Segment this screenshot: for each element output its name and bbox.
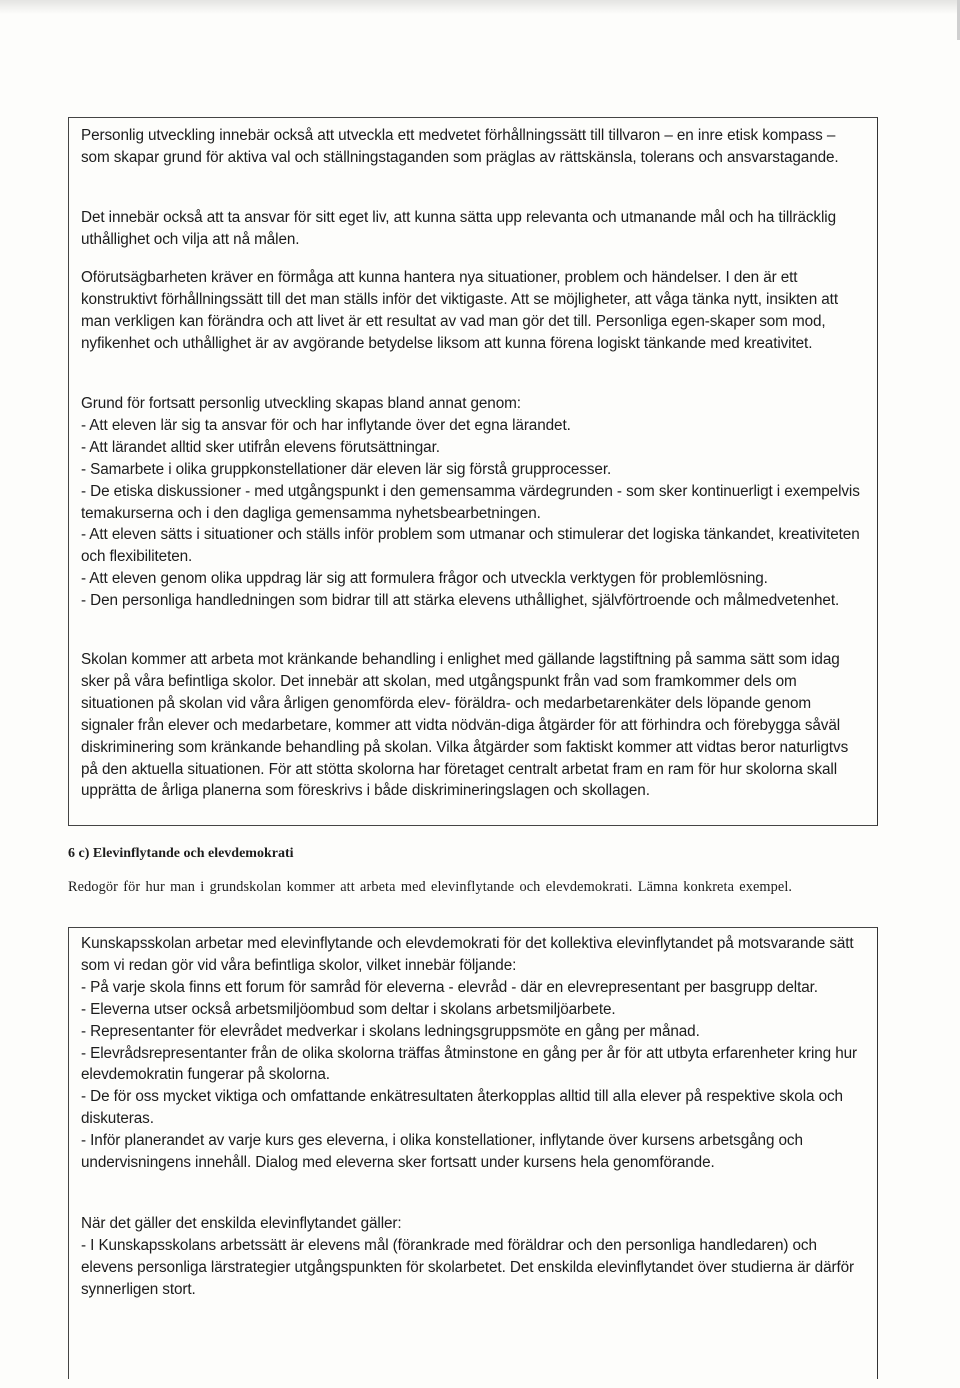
paragraph: Oförutsägbarheten kräver en förmåga att kunna hantera nya situationer, problem och händelser. I den är ett konstruktivt förhållningssätt till det man ställs inför det viktigaste. Att se möjligheter, att våga tänka nytt, insikten att man verkligen kan förändra och att livet är ett resultat av vad man gör det till. Personliga egen-skaper som mod, nyfikenhet och uthållighet är av avgörande betydelse liksom att kunna förena logiskt tänkande med kreativitet. xyxy=(81,269,838,352)
student-influence-individual xyxy=(81,1213,861,1301)
list-item: - På varje skola finns ett forum för samråd för eleverna - elevråd - där en elevrepresentant per basgrupp deltar. xyxy=(81,978,818,996)
list-item: - I Kunskapsskolans arbetssätt är elevens mål (förankrade med föräldrar och den personliga handledaren) och elevens personliga lärstrategier utgångspunkten för skolarbetet. Det enskilda elevinflytandet över studierna är därför synnerligen stort. xyxy=(81,1236,855,1298)
paragraph: Kunskapsskolan arbetar med elevinflytande och elevdemokrati för det kollektiva elevinflytandet på motsvarande sätt som vi redan gör vid våra befintliga skolor, vilket innebär följande: xyxy=(81,935,854,974)
list-item: - De etiska diskussioner - med utgångspunkt i den gemensamma värdegrunden - som sker kontinuerligt i exempelvis temakurserna och i den dagliga gemensamma nyhetsbearbetningen. xyxy=(81,482,860,522)
personal-development-para-1 xyxy=(81,125,861,169)
paragraph: Det innebär också att ta ansvar för sitt eget liv, att kunna sätta upp relevanta och utmanande mål och ha tillräcklig uthållighet och vilja att nå målen. xyxy=(81,209,836,248)
list-item: - De för oss mycket viktiga och omfattande enkätresultaten återkopplas alltid till alla elever på respektive skola och diskuteras. xyxy=(81,1088,843,1128)
list-item: - Representanter för elevrådet medverkar i skolans ledningsgruppsmöte en gång per månad. xyxy=(81,1022,700,1040)
list-item: - Samarbete i olika gruppkonstellationer där eleven lär sig förstå grupprocesser. xyxy=(81,460,612,478)
personal-development-para-3 xyxy=(81,267,861,355)
list-item: - Inför planerandet av varje kurs ges eleverna, i olika konstellationer, inflytande över kursens arbetsgång och undervisningens innehåll. Dialog med eleverna sker fortsatt under kursens hela genomförande. xyxy=(81,1132,803,1172)
paragraph: Skolan kommer att arbeta mot kränkande behandling i enlighet med gällande lagstiftning på samma sätt som idag sker på våra befintliga skolor. Det innebär att skolan, med utgångspunkt från vad som framkommer dels om situationen på skolan vid våra årligen genomförda elev- föräldra- och medarbetarenkäter dels löpande genom signaler från elever och medarbetare, kommer att vidta nödvän-diga åtgärder för att förhindra och förebygga såväl diskriminering som kränkande behandling på skolan. Vilka åtgärder som faktiskt kommer att vidtas beror naturligtvs på den aktuella situationen. För att stötta skolorna har företaget centralt arbetat fram en ram för hur skolorna skall upprätta de årliga planerna som föreskrivs i både diskrimineringslagen och skollagen. xyxy=(81,651,849,800)
paragraph: När det gäller det enskilda elevinflytandet gäller: xyxy=(81,1215,402,1232)
list-item: - Den personliga handledningen som bidrar till att stärka elevens uthållighet, självförtroende och målmedvetenhet. xyxy=(81,592,840,610)
section-question: Redogör för hur man i grundskolan kommer att arbeta med elevinflytande och elevdemokrati. Lämna konkreta exempel. xyxy=(68,879,793,895)
list-item: - Eleverna utser också arbetsmiljöombud som deltar i skolans arbetsmiljöarbete. xyxy=(81,1000,616,1018)
list-item: - Att eleven genom olika uppdrag lär sig att formulera frågor och utveckla verktygen för problemlösning. xyxy=(81,570,768,588)
list-item: - Att eleven sätts i situationer och ställs inför problem som utmanar och stimulerar det logiska tänkandet, kreativiteten och flexibiliteten. xyxy=(81,526,860,566)
list-item: - Elevrådsrepresentanter från de olika skolorna träffas åtminstone en gång per år för att utbyta erfarenheter kring hur elevdemokratin fungerar på skolorna. xyxy=(81,1044,858,1084)
list-item: - Att eleven lär sig ta ansvar för och har inflytande över det egna lärandet. xyxy=(81,416,571,434)
anti-discrimination-para xyxy=(81,649,861,802)
list-item: - Att lärandet alltid sker utifrån elevens förutsättningar. xyxy=(81,438,440,456)
student-influence-collective xyxy=(81,933,861,1174)
paragraph: Personlig utveckling innebär också att utveckla ett medvetet förhållningssätt till tillvaron – en inre etisk kompass – som skapar grund för aktiva val och ställningstaganden som präglas av rättskänsla, tolerans och ansvarstagande. xyxy=(81,127,839,166)
personal-development-para-2 xyxy=(81,207,861,251)
list-intro: Grund för fortsatt personlig utveckling skapas bland annat genom: xyxy=(81,395,521,412)
scan-shadow xyxy=(0,0,960,14)
personal-development-list xyxy=(81,393,861,612)
section-heading: 6 c) Elevinflytande och elevdemokrati xyxy=(68,846,294,861)
